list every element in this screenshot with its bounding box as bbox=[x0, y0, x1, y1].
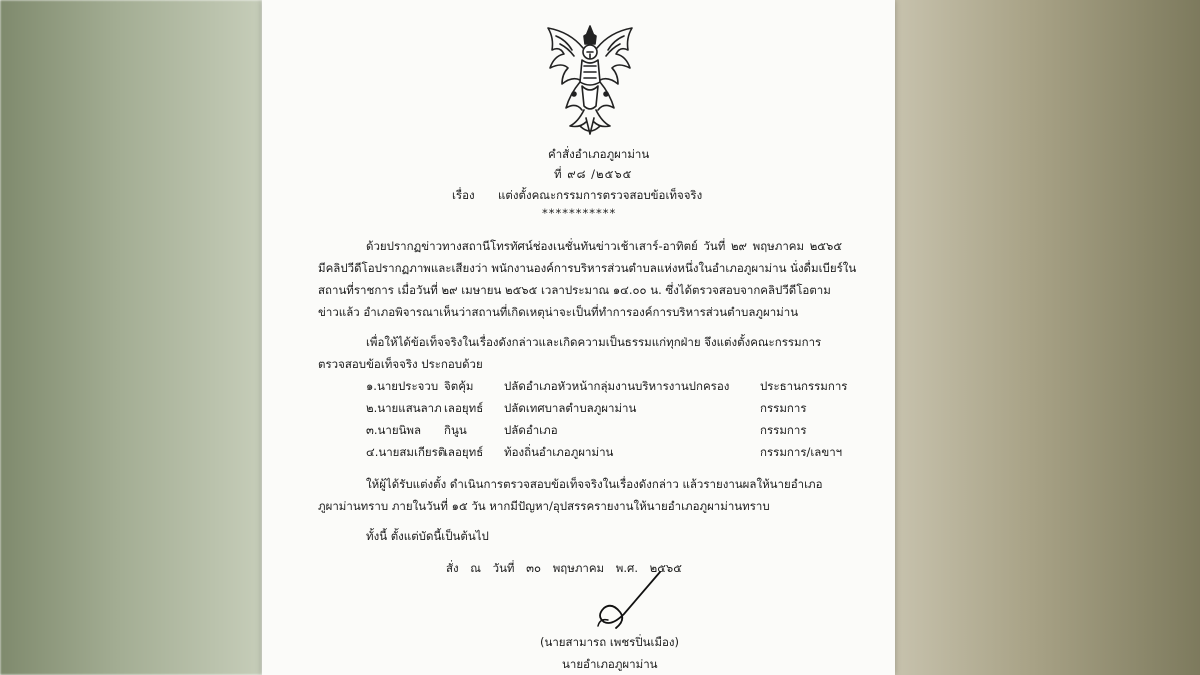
member-name: ๑.นายประจวบ bbox=[366, 379, 439, 393]
order-number: ที่ ๙๘ /๒๕๖๕ bbox=[554, 167, 633, 181]
member-surname: เลอยุทธ์ bbox=[444, 401, 484, 415]
para2-line2: ตรวจสอบข้อเท็จจริง ประกอบด้วย bbox=[318, 357, 483, 371]
member-surname: กินูน bbox=[444, 423, 467, 437]
para1-line2: มีคลิปวีดีโอปรากฏภาพและเสียงว่า พนักงานองค์การบริหารส่วนตำบลแห่งหนึ่งในอำเภอภูผาม่าน นั่งดื่มเบียร์ใน bbox=[318, 261, 857, 275]
member-position: ปลัดเทศบาลตำบลภูผาม่าน bbox=[504, 401, 637, 415]
background-right bbox=[895, 0, 1200, 675]
member-name: ๓.นายนิพล bbox=[366, 423, 422, 437]
member-position: ท้องถิ่นอำเภอภูผาม่าน bbox=[504, 445, 614, 459]
signer-name: (นายสามารถ เพชรปิ่นเมือง) bbox=[540, 635, 680, 649]
order-date: สั่ง ณ วันที่ ๓๐ พฤษภาคม พ.ศ. ๒๕๖๕ bbox=[446, 561, 682, 575]
para1-line3: สถานที่ราชการ เมื่อวันที่ ๒๙ เมษายน ๒๕๖๕ เวลาประมาณ ๑๔.๐๐ น. ซึ่งได้ตรวจสอบจากคลิปวีดีโอตาม bbox=[318, 283, 831, 297]
subject-text: แต่งตั้งคณะกรรมการตรวจสอบข้อเท็จจริง bbox=[498, 188, 703, 202]
member-position: ปลัดอำเภอ bbox=[504, 423, 558, 437]
member-surname: เลอยุทธ์ bbox=[444, 445, 484, 459]
effective-statement: ทั้งนี้ ตั้งแต่บัดนี้เป็นต้นไป bbox=[366, 529, 489, 543]
signer-title: นายอำเภอภูผาม่าน bbox=[562, 657, 658, 671]
para1-line4: ข่าวแล้ว อำเภอพิจารณาเห็นว่าสถานที่เกิดเหตุน่าจะเป็นที่ทำการองค์การบริหารส่วนตำบลภูผาม่าน bbox=[318, 305, 799, 319]
order-title: คำสั่งอำเภอภูผาม่าน bbox=[548, 147, 650, 161]
member-name: ๒.นายแสนลาภ bbox=[366, 401, 442, 415]
para2-line1: เพื่อให้ได้ข้อเท็จจริงในเรื่องดังกล่าวและเกิดความเป็นธรรมแก่ทุกฝ่าย จึงแต่งตั้งคณะกรรมการ bbox=[366, 335, 822, 349]
para1-line1: ด้วยปรากฏข่าวทางสถานีโทรทัศน์ช่องเนชั่นทันข่าวเช้าเสาร์-อาทิตย์ วันที่ ๒๙ พฤษภาคม ๒๕๖๕ bbox=[366, 239, 843, 253]
member-role: กรรมการ bbox=[760, 423, 807, 437]
subject-label: เรื่อง bbox=[452, 188, 475, 202]
para3-line1: ให้ผู้ได้รับแต่งตั้ง ดำเนินการตรวจสอบข้อเท็จจริงในเรื่องดังกล่าว แล้วรายงานผลให้นายอำเภอ bbox=[366, 477, 823, 491]
member-role: กรรมการ bbox=[760, 401, 807, 415]
separator: *********** bbox=[542, 206, 617, 220]
para3-line2: ภูผาม่านทราบ ภายในวันที่ ๑๕ วัน หากมีปัญหา/อุปสรรครายงานให้นายอำเภอภูผาม่านทราบ bbox=[318, 499, 770, 513]
official-order-document bbox=[262, 0, 895, 675]
member-role: กรรมการ/เลขาฯ bbox=[760, 445, 843, 459]
member-surname: จิตคุ้ม bbox=[444, 379, 474, 393]
member-role: ประธานกรรมการ bbox=[760, 379, 848, 393]
background-left bbox=[0, 0, 262, 675]
member-position: ปลัดอำเภอหัวหน้ากลุ่มงานบริหารงานปกครอง bbox=[504, 379, 730, 393]
signature-mark bbox=[590, 568, 670, 638]
garuda-emblem-icon bbox=[540, 22, 640, 140]
member-name: ๔.นายสมเกียรติ bbox=[366, 445, 446, 459]
